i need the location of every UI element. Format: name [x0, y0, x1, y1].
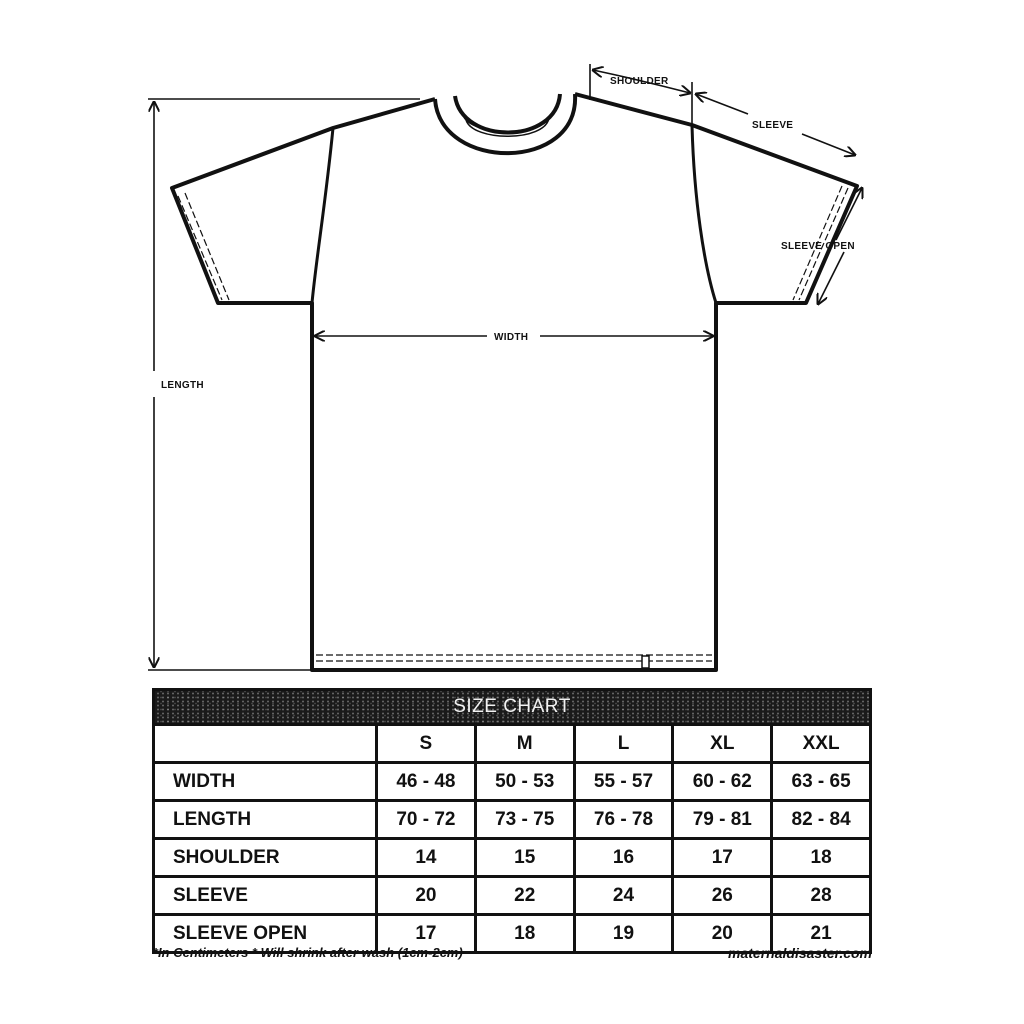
table-cell: 26 — [673, 877, 772, 915]
table-row — [154, 763, 871, 801]
table-cell: 76 - 78 — [574, 801, 673, 839]
table-row — [154, 877, 871, 915]
table-cell: 18 — [772, 839, 871, 877]
table-cell: 18 — [475, 915, 574, 953]
size-chart-title: SIZE CHART — [154, 690, 871, 725]
row-label-width: WIDTH — [154, 763, 377, 801]
table-cell: 20 — [673, 915, 772, 953]
table-cell: 79 - 81 — [673, 801, 772, 839]
sleeve-open-label: SLEEVE OPEN — [781, 241, 855, 252]
table-cell: 20 — [377, 877, 476, 915]
table-cell: 70 - 72 — [377, 801, 476, 839]
table-row — [154, 839, 871, 877]
table-cell: 63 - 65 — [772, 763, 871, 801]
row-label-shoulder: SHOULDER — [154, 839, 377, 877]
table-cell: 15 — [475, 839, 574, 877]
table-cell: 55 - 57 — [574, 763, 673, 801]
table-cell: 17 — [673, 839, 772, 877]
size-chart-table — [152, 688, 872, 954]
size-header-l: L — [574, 725, 673, 763]
table-cell: 17 — [377, 915, 476, 953]
website-text: maternaldisaster.com — [728, 945, 872, 961]
row-label-sleeve-open: SLEEVE OPEN — [154, 915, 377, 953]
label-tag — [642, 656, 649, 668]
size-header-s: S — [377, 725, 476, 763]
table-cell: 16 — [574, 839, 673, 877]
table-cell: 73 - 75 — [475, 801, 574, 839]
length-label: LENGTH — [161, 380, 204, 391]
table-row — [154, 801, 871, 839]
table-cell: 60 - 62 — [673, 763, 772, 801]
table-cell: 19 — [574, 915, 673, 953]
shoulder-label: SHOULDER — [610, 76, 669, 87]
width-label: WIDTH — [494, 332, 529, 343]
table-cell: 21 — [772, 915, 871, 953]
empty-header-cell — [154, 725, 377, 763]
size-header-xxl: XXL — [772, 725, 871, 763]
size-header-row — [154, 725, 871, 763]
table-cell: 46 - 48 — [377, 763, 476, 801]
table-cell: 50 - 53 — [475, 763, 574, 801]
sleeve-label: SLEEVE — [752, 120, 794, 131]
table-cell: 22 — [475, 877, 574, 915]
tshirt-outline — [172, 94, 857, 670]
table-cell: 28 — [772, 877, 871, 915]
table-cell: 14 — [377, 839, 476, 877]
row-label-sleeve: SLEEVE — [154, 877, 377, 915]
size-header-m: M — [475, 725, 574, 763]
row-label-length: LENGTH — [154, 801, 377, 839]
collar — [435, 94, 575, 153]
table-cell: 82 - 84 — [772, 801, 871, 839]
measurement-footnote: *In Centimeters * Will shrink after wash (1cm-2cm) — [153, 945, 463, 960]
size-header-xl: XL — [673, 725, 772, 763]
stitching — [178, 186, 848, 661]
table-cell: 24 — [574, 877, 673, 915]
